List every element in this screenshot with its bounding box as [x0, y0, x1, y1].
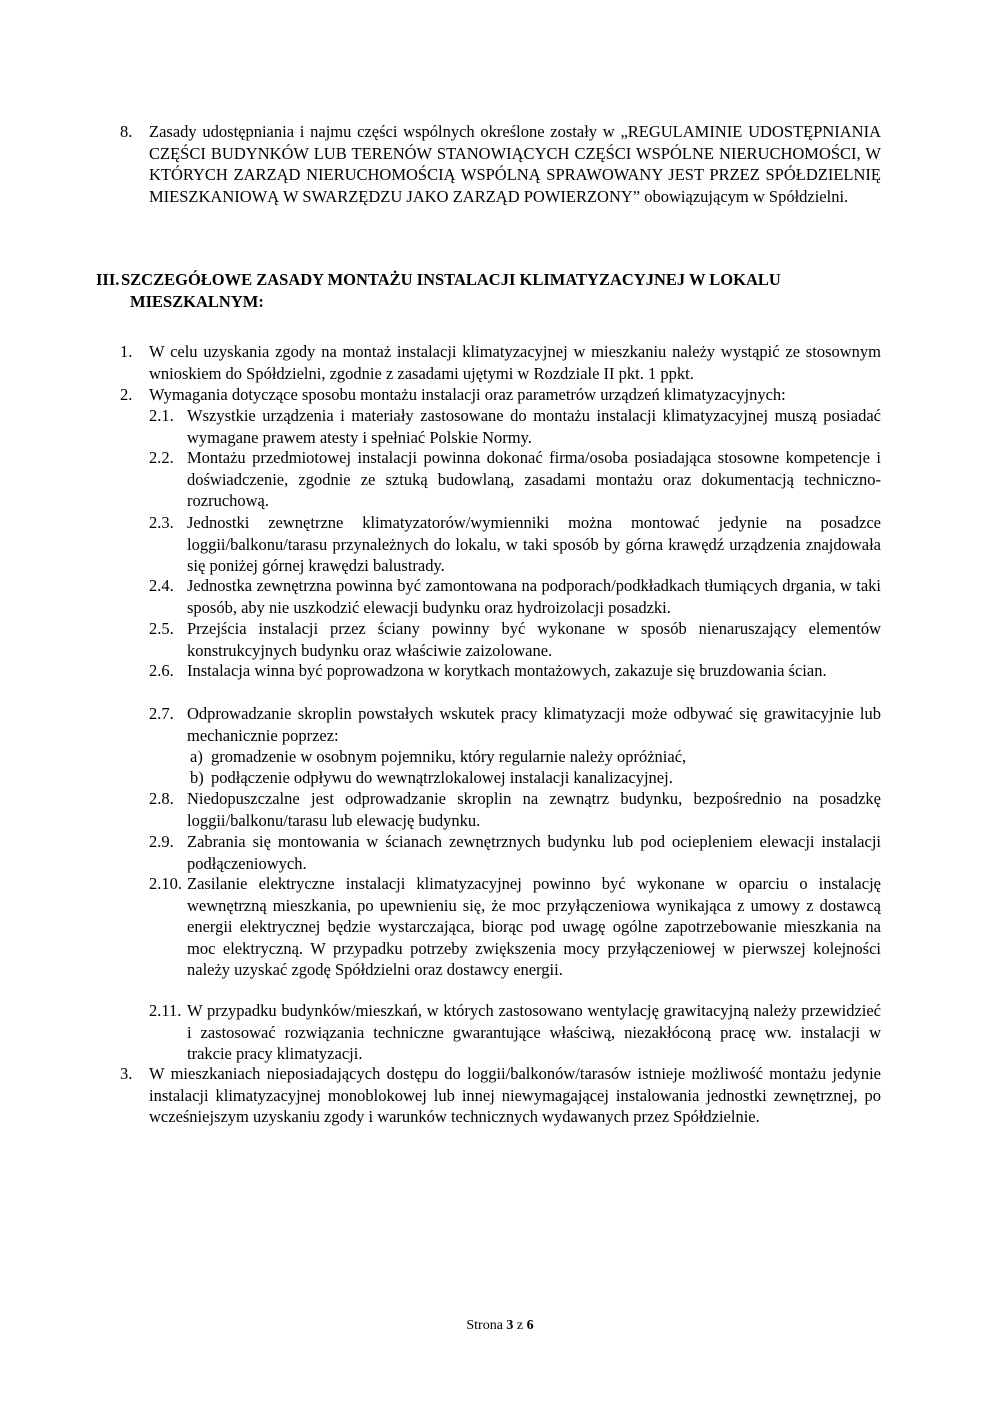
sub-item-2-10: Zasilanie elektryczne instalacji klimatyzacyjnej powinno być wykonane w oparciu o instalację wewnętrzną mieszkania, po upewnieniu się, że moc przyłączeniowa wynikająca z umowy z dostawcą energii elektrycznej będzie wystarczająca, biorąc pod uwagę ogólne zapotrzebowanie mieszkania na moc elektryczną. W przypadku potrzeby zwiększenia mocy przyłączeniowej w pierwszej kolejności należy uzyskać zgodę Spółdzielni oraz dostawcy energii.	[187, 874, 881, 979]
list-item-8: Zasady udostępniania i najmu części wspólnych określone zostały w „REGULAMINIE UDOSTĘPNIANIA CZĘŚCI BUDYNKÓW LUB TERENÓW STANOWIĄCYCH CZĘŚCI WSPÓLNE NIERUCHOMOŚCI, W KTÓRYCH ZARZĄD NIERUCHOMOŚCIĄ WSPÓLNĄ SPRAWOWANY JEST PRZEZ SPÓŁDZIELNIĘ MIESZKANIOWĄ W SWARZĘDZU JAKO ZARZĄD POWIERZONY” obowiązującym w Spółdzielni.	[149, 122, 881, 206]
list-number: 3.	[120, 1064, 133, 1083]
sub-item-2-7: Odprowadzanie skroplin powstałych wskutek pracy klimatyzacji może odbywać się grawitacyjnie lub mechanicznie poprzez:	[187, 704, 881, 745]
option-letter: b)	[190, 768, 204, 787]
sub-item-2-11: W przypadku budynków/mieszkań, w których zastosowano wentylację grawitacyjną należy przewidzieć i zastosować rozwiązania techniczne gwarantujące właściwą, niezakłóconą pracę ww. instalacji w trakcie pracy klimatyzacji.	[187, 1001, 881, 1063]
page-total: 6	[526, 1318, 534, 1333]
list-item-3: W mieszkaniach nieposiadających dostępu do loggii/balkonów/tarasów istnieje możliwość montażu jedynie instalacji klimatyzacyjnej monoblokowej lub innej niewymagającej instalowania jednostki zewnętrznej, po wcześniejszym uzyskaniu zgody i warunków technicznych wydawanych przez Spółdzielnie.	[149, 1064, 881, 1126]
sub-number: 2.6.	[149, 661, 174, 680]
list-number: 2.	[120, 385, 133, 404]
list-number: 8.	[120, 122, 133, 141]
sub-item-2-8: Niedopuszczalne jest odprowadzanie skroplin na zewnątrz budynku, bezpośrednio na posadzkę loggii/balkonu/tarasu lub elewację budynku.	[187, 789, 881, 830]
sub-number: 2.10.	[149, 874, 182, 893]
sub-number: 2.4.	[149, 576, 174, 595]
sub-item-2-9: Zabrania się montowania w ścianach zewnętrznych budynku lub pod ociepleniem elewacji instalacji podłączeniowych.	[187, 832, 881, 873]
sub-number: 2.3.	[149, 513, 174, 532]
sub-number: 2.9.	[149, 832, 174, 851]
sub-item-2-6: Instalacja winna być poprowadzona w korytkach montażowych, zakazuje się bruzdowania ścian.	[187, 661, 827, 680]
sub-number: 2.2.	[149, 448, 174, 467]
section-title: SZCZEGÓŁOWE ZASADY MONTAŻU INSTALACJI KLIMATYZACYJNEJ W LOKALU MIESZKALNYM:	[121, 270, 781, 311]
page-footer	[0, 1315, 1000, 1337]
option-a: gromadzenie w osobnym pojemniku, który regularnie należy opróżniać,	[211, 747, 687, 766]
list-item-1: W celu uzyskania zgody na montaż instalacji klimatyzacyjnej w mieszkaniu należy wystąpić ze stosownym wnioskiem do Spółdzielni, zgodnie z zasadami ujętymi w Rozdziale II pkt. 1 ppkt.	[149, 342, 881, 383]
option-letter: a)	[190, 747, 203, 766]
list-number: 1.	[120, 342, 133, 361]
footer-sep: z	[516, 1318, 524, 1333]
sub-number: 2.7.	[149, 704, 174, 723]
sub-item-2-1: Wszystkie urządzenia i materiały zastosowane do montażu instalacji klimatyzacyjnej muszą posiadać wymagane prawem atesty i spełniać Polskie Normy.	[187, 406, 881, 447]
section-number: III.	[96, 270, 120, 289]
sub-number: 2.11.	[149, 1001, 182, 1020]
sub-item-2-2: Montażu przedmiotowej instalacji powinna dokonać firma/osoba posiadająca stosowne kompetencje i doświadczenie, zgodnie ze sztuką budowlaną, zasadami montażu oraz dokumentacją techniczno-rozruchową.	[187, 448, 881, 510]
option-b: podłączenie odpływu do wewnątrzlokalowej instalacji kanalizacyjnej.	[211, 768, 673, 787]
page-current: 3	[506, 1318, 514, 1333]
section-heading	[96, 269, 886, 312]
sub-number: 2.1.	[149, 406, 174, 425]
footer-label: Strona	[466, 1318, 503, 1333]
sub-item-2-3: Jednostki zewnętrzne klimatyzatorów/wymienniki można montować jedynie na posadzce loggii/balkonu/tarasu przynależnych do lokalu, w taki sposób by górna krawędź urządzenia znajdowała się poniżej górnej krawędzi balustrady.	[187, 513, 881, 575]
sub-number: 2.8.	[149, 789, 174, 808]
sub-item-2-5: Przejścia instalacji przez ściany powinny być wykonane w sposób nienaruszający elementów konstrukcyjnych budynku oraz właściwie zaizolowane.	[187, 619, 881, 660]
sub-item-2-4: Jednostka zewnętrzna powinna być zamontowana na podporach/podkładkach tłumiących drgania, w taki sposób, aby nie uszkodzić elewacji budynku oraz hydroizolacji posadzki.	[187, 576, 881, 617]
list-item-2: Wymagania dotyczące sposobu montażu instalacji oraz parametrów urządzeń klimatyzacyjnych:	[149, 385, 786, 404]
sub-number: 2.5.	[149, 619, 174, 638]
